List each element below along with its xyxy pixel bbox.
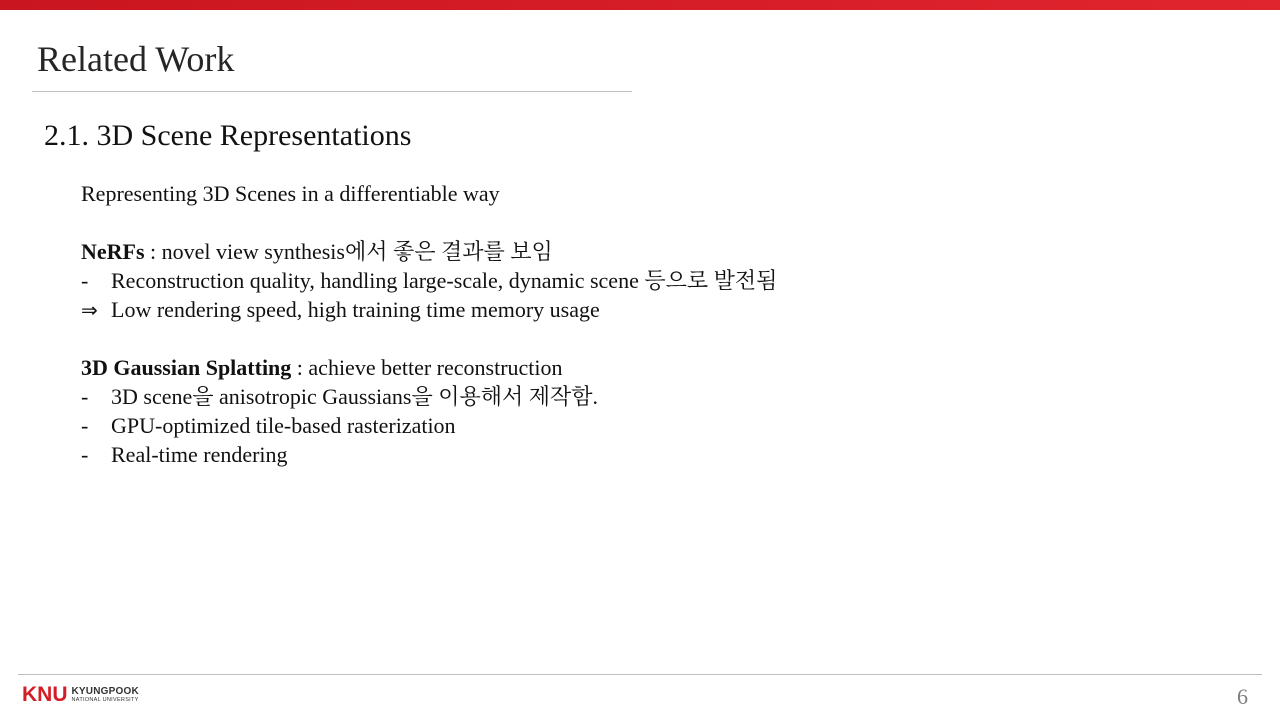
gaussian-description: : achieve better reconstruction bbox=[291, 355, 563, 380]
logo-line-2: NATIONAL UNIVERSITY bbox=[71, 697, 139, 703]
gaussian-bullet-0 bbox=[81, 382, 1181, 411]
bullet-marker: - bbox=[81, 413, 89, 438]
title-divider bbox=[32, 91, 632, 92]
nerf-implication-text: Low rendering speed, high training time memory usage bbox=[111, 297, 600, 322]
logo-mark: KNU bbox=[22, 683, 68, 706]
logo-line-1: KYUNGPOOK bbox=[71, 686, 139, 697]
bullet-marker: - bbox=[81, 442, 89, 467]
gaussian-label: 3D Gaussian Splatting bbox=[81, 355, 292, 380]
bullet-marker: - bbox=[81, 268, 89, 293]
bullet-marker: - bbox=[81, 384, 89, 409]
nerf-bullet-text: Reconstruction quality, handling large-scale, dynamic scene 등으로 발전됨 bbox=[111, 268, 778, 293]
nerf-heading-line bbox=[81, 237, 1181, 266]
slide-body bbox=[81, 179, 1181, 469]
gaussian-bullet-2 bbox=[81, 440, 1181, 469]
top-accent-bar bbox=[0, 0, 1280, 10]
gaussian-bullet-1 bbox=[81, 411, 1181, 440]
gaussian-bullet-text: 3D scene을 anisotropic Gaussians을 이용해서 제작함. bbox=[111, 384, 598, 409]
section-heading: 2.1. 3D Scene Representations bbox=[44, 119, 412, 152]
gaussian-bullet-text: GPU-optimized tile-based rasterization bbox=[111, 413, 456, 438]
slide-title: Related Work bbox=[37, 39, 235, 79]
spacer bbox=[81, 324, 1181, 353]
gaussian-bullet-text: Real-time rendering bbox=[111, 442, 288, 467]
university-logo bbox=[22, 684, 139, 706]
page-number: 6 bbox=[1237, 684, 1248, 709]
logo-wordmark bbox=[72, 686, 139, 704]
implies-arrow-icon: ⇒ bbox=[81, 298, 98, 322]
intro-line: Representing 3D Scenes in a differentiable way bbox=[81, 181, 500, 206]
nerf-description: : novel view synthesis에서 좋은 결과를 보임 bbox=[144, 239, 553, 264]
nerf-label: NeRFs bbox=[81, 239, 145, 264]
gaussian-heading-line bbox=[81, 353, 1181, 382]
spacer bbox=[81, 208, 1181, 237]
footer-divider bbox=[18, 674, 1262, 675]
nerf-bullet-0 bbox=[81, 266, 1181, 295]
nerf-implication-line bbox=[81, 295, 1181, 324]
